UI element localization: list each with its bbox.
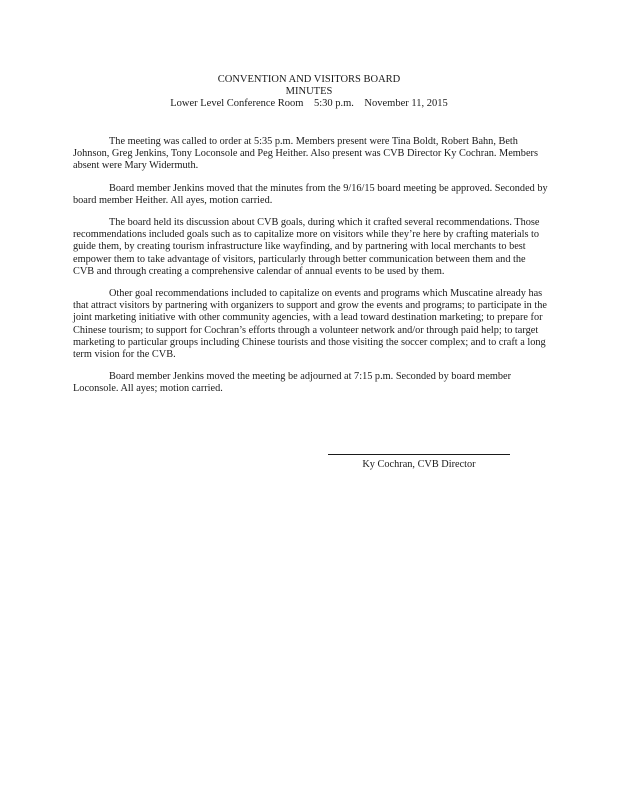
document-header bbox=[0, 74, 618, 110]
paragraph-approve-minutes: Board member Jenkins moved that the minutes from the 9/16/15 board meeting be approved. Seconded by board member Heither. All ayes, motion carried. bbox=[73, 182, 548, 206]
signature-name: Ky Cochran, CVB Director bbox=[362, 459, 476, 470]
organization-title: CONVENTION AND VISITORS BOARD bbox=[217, 74, 401, 85]
document-type: MINUTES bbox=[285, 86, 333, 97]
minutes-body bbox=[73, 136, 549, 406]
paragraph-goals-discussion: The board held its discussion about CVB goals, during which it crafted several recommendations. Those recommendations included goals such as to capitalize more on visitors while they’re here by crafting materials to guide them, by creating tourism infrastructure like wayfinding, and by partnering with local merchants to best empower them to take advantage of visitors, particularly through better communication between them and the CVB and through creating a comprehensive calendar of annual events to be used by them. bbox=[73, 217, 540, 277]
meeting-details: Lower Level Conference Room 5:30 p.m. November 11, 2015 bbox=[170, 98, 448, 109]
signature-block bbox=[328, 454, 510, 471]
signature-line bbox=[328, 454, 510, 455]
paragraph-goal-recommendations: Other goal recommendations included to capitalize on events and programs which Muscatine already has that attract visitors by partnering with organizers to support and grow the events and programs; to participate in the joint marketing initiative with other community agencies, with a lead toward destination marketing; to prepare for Chinese tourism; to support for Cochran’s efforts through a volunteer network and/or through paid help; to target marketing to particular groups including Chinese tourists and those visiting the soccer complex; and to craft a long term vision for the CVB. bbox=[73, 288, 547, 361]
paragraph-call-to-order: The meeting was called to order at 5:35 p.m. Members present were Tina Boldt, Robert Bahn, Beth Johnson, Greg Jenkins, Tony Loconsole and Peg Heither. Also present was CVB Director Ky Cochran. Members absent were Mary Widermuth. bbox=[73, 136, 538, 172]
paragraph-adjournment: Board member Jenkins moved the meeting be adjourned at 7:15 p.m. Seconded by board member Loconsole. All ayes; motion carried. bbox=[73, 371, 512, 395]
